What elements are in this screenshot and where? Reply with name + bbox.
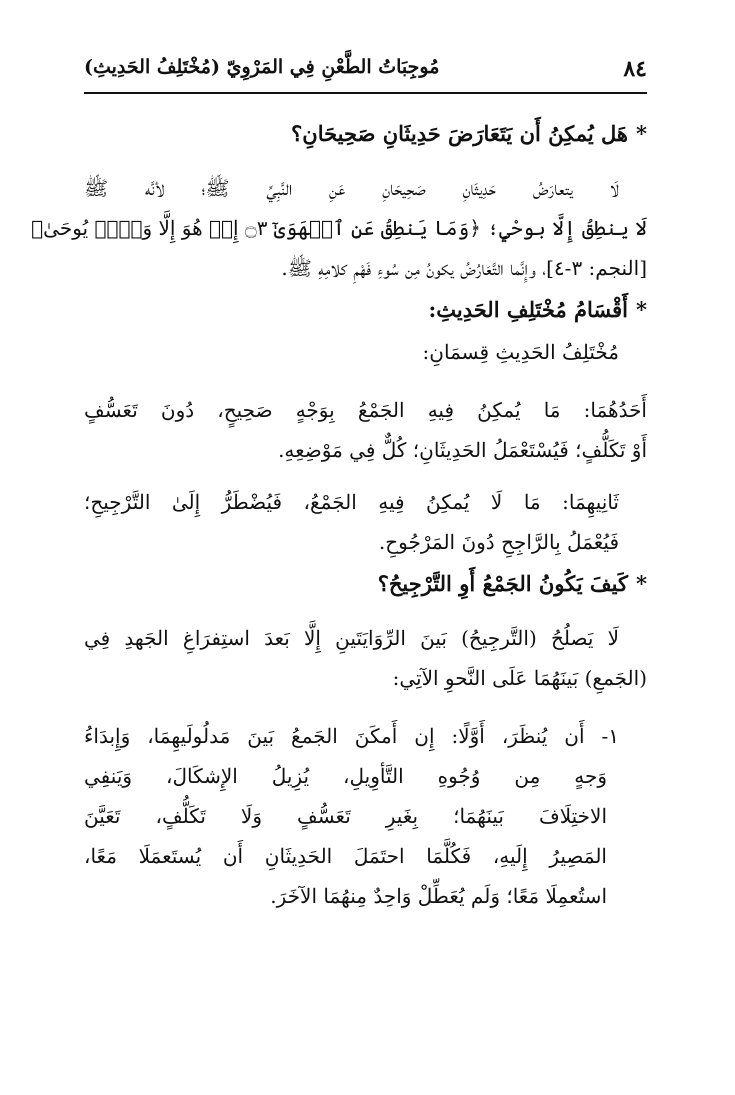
page-number: ٨٤ <box>623 56 647 82</box>
section-heading-types <box>84 288 647 332</box>
page-body <box>31 112 647 916</box>
section-heading-reconciliation <box>84 562 647 606</box>
list-item-line: المَصِيرُ إِلَيهِ، فَكُلَّمَا احتَمَلَ الحَدِيثَانِ أَن يُستَعمَلَا مَعًا، <box>84 844 607 868</box>
paragraph-line: مُخْتَلِفُ الحَدِيثِ قِسمَانِ: <box>422 340 619 364</box>
star-marker: * <box>636 121 647 146</box>
paragraph-line: أَحَدُهُمَا: مَا يُمكِنُ فِيهِ الجَمْعُ بِوَجْهٍ صَحِيحٍ، دُونَ تَعَسُّفٍ <box>84 398 647 422</box>
paragraph-line: [النجم: ٣-٤]، وإِنَّما التَّعَارُضُ يكونُ مِن سُوءِ فَهْمِ كلامِهِ ﷺ. <box>281 256 647 280</box>
paragraph-line: لَا يَصلُحُ (التَّرجِيحُ) بَينَ الرِّوَايَتَينِ إِلَّا بَعدَ استِفرَاغِ الجَهدِ فِي <box>84 626 619 650</box>
heading-text: أَقْسَامُ مُخْتَلِفِ الحَدِيثِ: <box>428 297 629 322</box>
page-header <box>84 52 647 94</box>
list-item-line: وَجهٍ مِن وُجُوهِ التَّأوِيلِ، يُزِيلُ الإِشكَالَ، وَيَنفِي <box>84 764 607 788</box>
paragraph-line: فَيُعْمَلُ بِالرَّاجِحِ دُونَ المَرْجُوحِ. <box>378 530 619 554</box>
paragraph-line: (الجَمعِ) بَينَهُمَا عَلَى النَّحوِ الآتِي: <box>392 666 647 690</box>
list-item-line: ١- أَن يُنظَرَ، أَوَّلًا: إِن أَمكَنَ الجَمعُ بَينَ مَدلُولَيهِمَا، وَإِبدَاءُ <box>84 724 619 748</box>
list-item-line: الاختِلَافَ بَينَهُمَا؛ بِغَيرِ تَعَسُّفٍ وَلَا تَكَلُّفٍ، تَعَيَّنَ <box>84 804 607 828</box>
heading-text: هَل يُمكِنُ أَن يَتَعَارَضَ حَدِيثَانِ صَحِيحَانِ؟ <box>291 121 629 146</box>
paragraph-line: أَوْ تَكَلُّفٍ؛ فَيُسْتَعْمَلُ الحَدِيثَانِ؛ كُلٌّ فِي مَوْضِعِهِ. <box>278 438 647 462</box>
list-item-line: استُعمِلَا مَعًا؛ وَلَم يُعَطِّلْ وَاحِدٌ مِنهُمَا الآخَرَ. <box>270 884 607 908</box>
star-marker: * <box>636 571 647 596</box>
paragraph-line: لَا ينطِقُ إِلَّا بوحْيٍ؛ ﴿وَمَا يَنطِقُ عَنِ ٱلۡهَوَىٰٓ ۝٣ إِنۡ هُوَ إِلَّا وَحۡيٞ يُوحَىٰ﴾ <box>31 216 647 240</box>
paragraph-line: ثَانِيهِمَا: مَا لَا يُمكِنُ فِيهِ الجَمْعُ، فَيُضْطَرُّ إِلَىٰ التَّرْجِيحِ؛ <box>84 490 619 514</box>
heading-text: كَيفَ يَكُونُ الجَمْعُ أَوِ التَّرْجِيحُ؟ <box>377 571 629 596</box>
star-marker: * <box>636 297 647 322</box>
running-title: مُوجِبَاتُ الطَّعْنِ فِي المَرْوِيّ (مُخْتَلِفُ الحَدِيثِ) <box>84 56 440 78</box>
paragraph-line: لَا يتعارَضُ حَدِيثَانِ صَحِيحَانِ عَنِ النَّبِيِّ ﷺ؛ لأنَّه ﷺ <box>84 176 619 200</box>
section-heading-contradiction <box>84 112 647 156</box>
